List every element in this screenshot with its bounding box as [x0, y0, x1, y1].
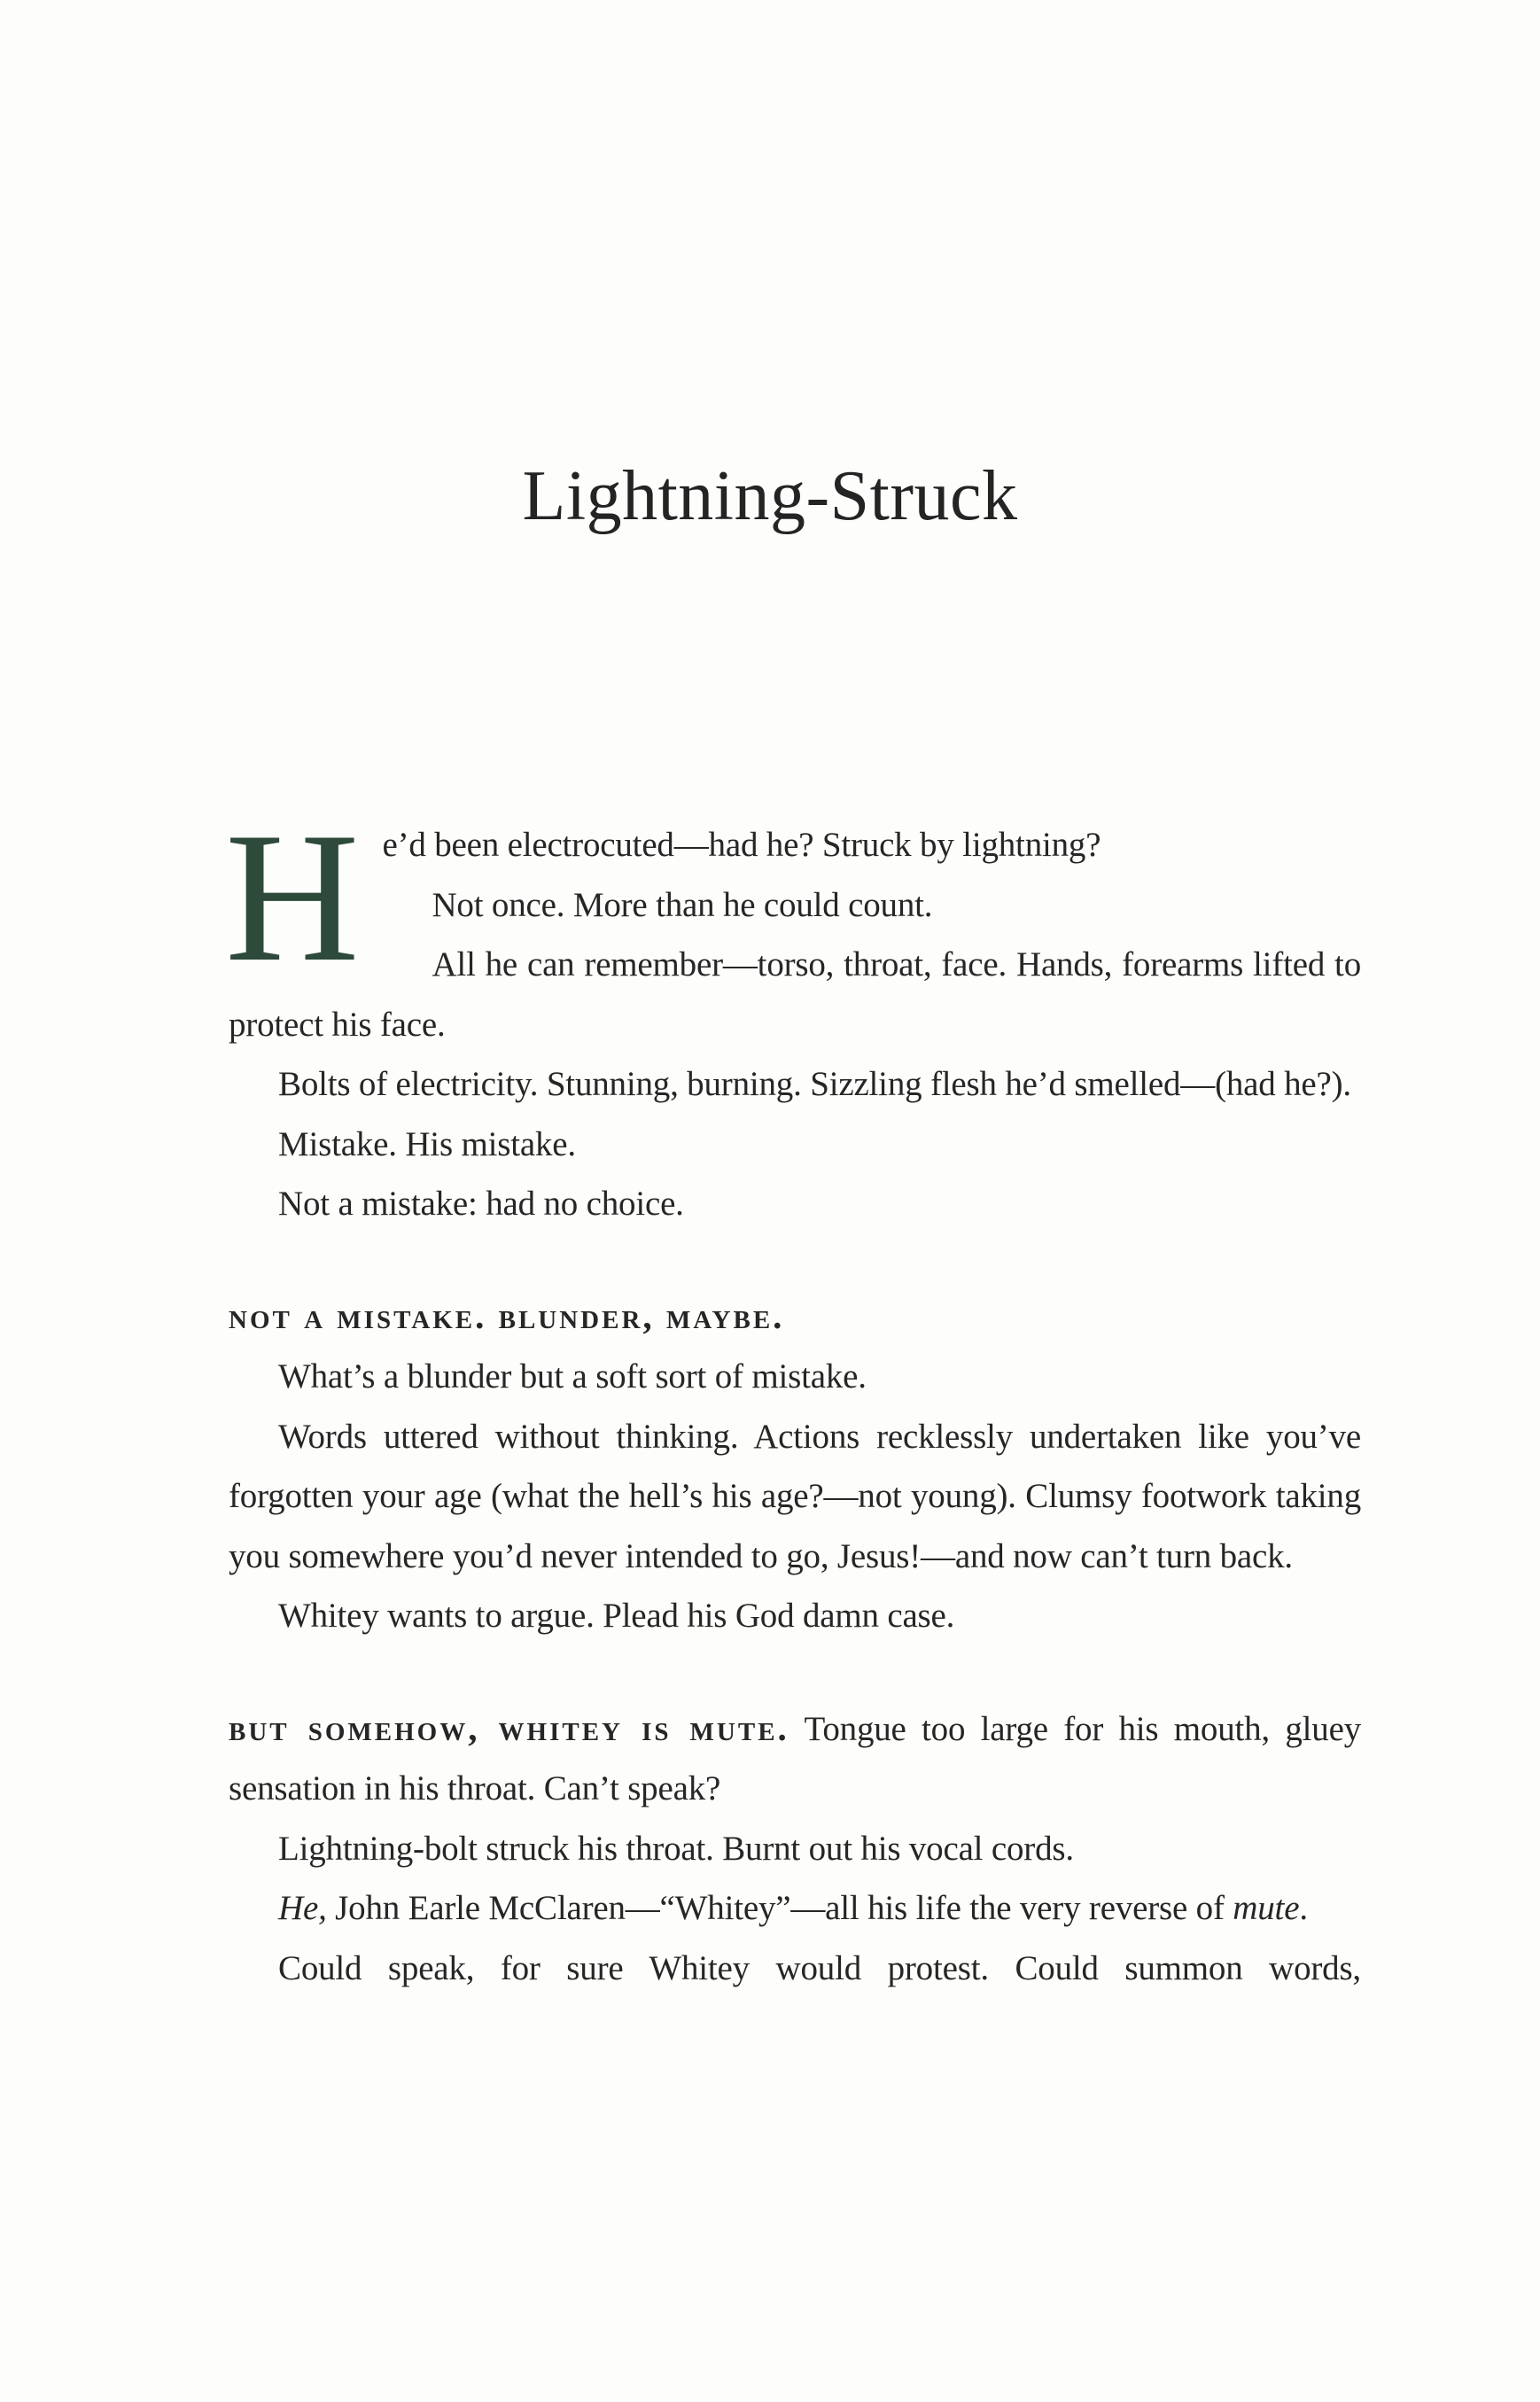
chapter-title: Lightning-Struck — [522, 457, 1018, 535]
italic-text: He, — [278, 1889, 327, 1927]
paragraph: Whitey wants to argue. Plead his God damn case. — [278, 1597, 955, 1635]
section-lead-paragraph — [229, 1287, 1361, 1348]
paragraph-text: John Earle McClaren—“Whitey”—all his life the very reverse of — [326, 1889, 1233, 1927]
paragraph-text: e’d been electrocuted—had he? Struck by lightning? — [382, 826, 1101, 864]
drop-cap: H — [225, 795, 360, 1000]
paragraph: What’s a blunder but a soft sort of mistake. — [278, 1357, 867, 1395]
paragraph: Words uttered without thinking. Actions recklessly undertaken like you’ve forgotten your age (what the hell’s his age?—not young). Clumsy footwork taking you somewhere you’d never intended to go, Jesus!—and now can’t turn back. — [229, 1417, 1361, 1575]
paragraph: Mistake. His mistake. — [278, 1124, 576, 1163]
paragraph — [229, 1878, 1361, 1939]
paragraph-text: . — [1299, 1889, 1308, 1927]
chapter-body — [225, 795, 1361, 1998]
paragraph: Not once. More than he could count. — [432, 885, 933, 924]
paragraph: Lightning-bolt struck his throat. Burnt out his vocal cords. — [278, 1829, 1074, 1868]
paragraph: Could speak, for sure Whitey would protest. Could summon words, — [278, 1948, 1361, 1987]
italic-text: mute — [1233, 1889, 1300, 1927]
section-lead-paragraph — [229, 1699, 1361, 1819]
paragraph: Bolts of electricity. Stunning, burning. Sizzling flesh he’d smelled—(had he?). — [278, 1065, 1351, 1103]
paragraph-text: Tongue too large for his mouth, gluey sensation in his throat. Can’t speak? — [229, 1709, 1361, 1807]
section-lead-smallcaps: not a mistake. blunder, maybe. — [229, 1294, 785, 1336]
paragraph: Not a mistake: had no choice. — [278, 1185, 684, 1223]
paragraph: All he can remember—torso, throat, face. Hands, forearms lifted to protect his face. — [229, 945, 1361, 1044]
section-lead-smallcaps: but somehow, whitey is mute. — [229, 1706, 789, 1748]
